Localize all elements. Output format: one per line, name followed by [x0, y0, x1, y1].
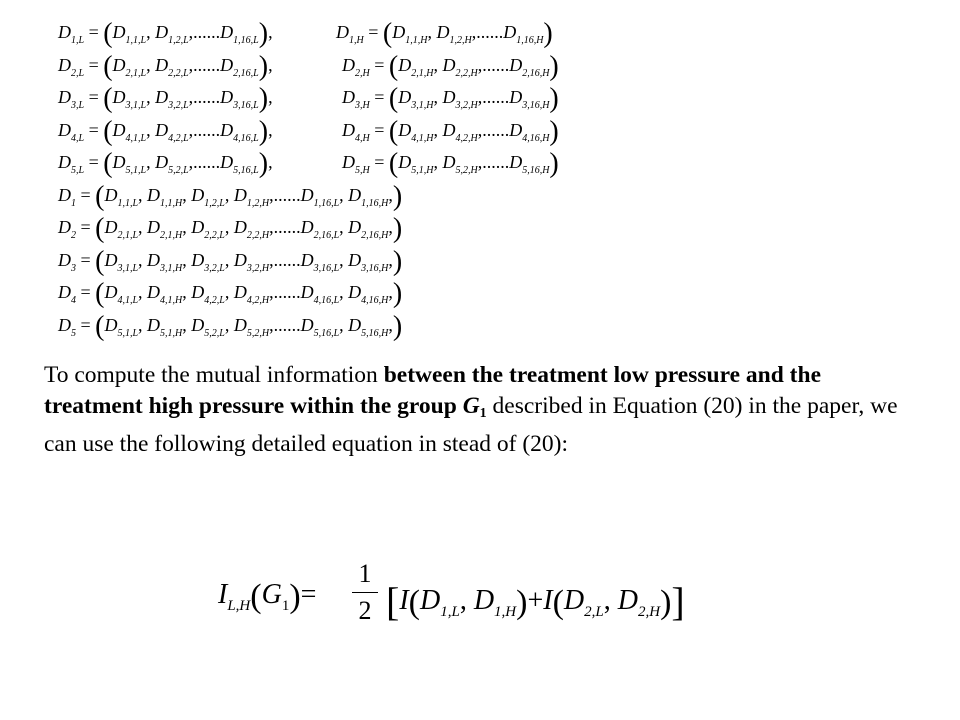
low-pressure-vector: $D_{1,L} = (D_{1,1,L}$, $D_{1,2,L},......D_{1,16,L}$), [58, 18, 273, 49]
paragraph-text-1: To compute the mutual information [44, 362, 384, 388]
high-pressure-vector: $D_{1,H} = (D_{1,1,H}$, $D_{1,2,H},......D_{1,16,H}$) [336, 18, 553, 49]
low-pressure-vector: $D_{5,L} = (D_{5,1,L}$, $D_{5,2,L},......D_{5,16,L}$), [58, 148, 273, 179]
high-pressure-vector: $D_{3,H} = (D_{3,1,H}$, $D_{3,2,H},......D_{3,16,H}$) [342, 83, 559, 114]
combined-vector: $D_1 = (D_{1,1,L}$, $D_{1,1,H}$, $D_{1,2,L}$, $D_{1,2,H},......D_{1,16,L}$, $D_{1,16,H}$,) [58, 180, 403, 212]
high-pressure-vector: $D_{4,H} = (D_{4,1,H}$, $D_{4,2,H},......D_{4,16,H}$) [342, 115, 559, 147]
equation-pair-row [58, 81, 638, 114]
fraction-denominator: 2 [358, 596, 372, 625]
combined-vector-row [58, 244, 638, 277]
equation-pair-row [58, 146, 638, 179]
group-symbol: G [462, 392, 480, 419]
equation-block [58, 16, 638, 341]
explanation-paragraph [44, 360, 924, 460]
group-subscript: 1 [479, 405, 487, 421]
combined-vector: $D_5 = (D_{5,1,L}$, $D_{5,1,H}$, $D_{5,2,L}$, $D_{5,2,H},......D_{5,16,L}$, $D_{5,16,H}$,) [58, 310, 403, 342]
low-pressure-vector: $D_{4,L} = (D_{4,1,L}$, $D_{4,2,L},......D_{4,16,L}$), [58, 115, 273, 147]
equation-pair-row [58, 16, 638, 49]
combined-vector: $D_4 = (D_{4,1,L}$, $D_{4,1,H}$, $D_{4,2,L}$, $D_{4,2,H},......D_{4,16,L}$, $D_{4,16,H}$,) [58, 278, 403, 309]
combined-vector: $D_3 = (D_{3,1,L}$, $D_{3,1,H}$, $D_{3,2,L}$, $D_{3,2,H},......D_{3,16,L}$, $D_{3,16,H}$,) [58, 245, 403, 277]
combined-vector-row [58, 276, 638, 309]
paragraph-text-3: described in Equation (20) in the paper, we can use the following detailed equation in stead of (20): [44, 392, 898, 457]
combined-vector-row [58, 211, 638, 244]
fraction-numerator: 1 [358, 559, 372, 588]
paragraph-bold-1: between the treatment low pressure and the treatment high pressure [44, 362, 821, 419]
formula-rhs: [$I(D_{1,L}$, $D_{1,H})+I(D_{2,L}$, $D_{2,H}$)] [386, 579, 685, 624]
low-pressure-vector: $D_{3,L} = (D_{3,1,L}$, $D_{3,2,L},......D_{3,16,L}$), [58, 83, 273, 114]
equation-pair-row [58, 49, 638, 82]
low-pressure-vector: $D_{2,L} = (D_{2,1,L}$, $D_{2,2,L},......D_{2,16,L}$), [58, 50, 273, 82]
high-pressure-vector: $D_{5,H} = (D_{5,1,H}$, $D_{5,2,H},......D_{5,16,H}$) [342, 148, 559, 179]
formula-lhs: $I_{L,H}(G_1)=$ [218, 578, 317, 615]
combined-vector-row [58, 179, 638, 212]
combined-vector: $D_2 = (D_{2,1,L}$, $D_{2,1,H}$, $D_{2,2,L}$, $D_{2,2,H},......D_{2,16,L}$, $D_{2,16,H}$,) [58, 213, 403, 244]
formula-fraction [351, 556, 379, 629]
high-pressure-vector: $D_{2,H} = (D_{2,1,H}$, $D_{2,2,H},......D_{2,16,H}$) [342, 50, 559, 82]
paragraph-bold-2: within the group [290, 392, 463, 419]
equation-pair-row [58, 114, 638, 147]
combined-vector-row [58, 309, 638, 342]
